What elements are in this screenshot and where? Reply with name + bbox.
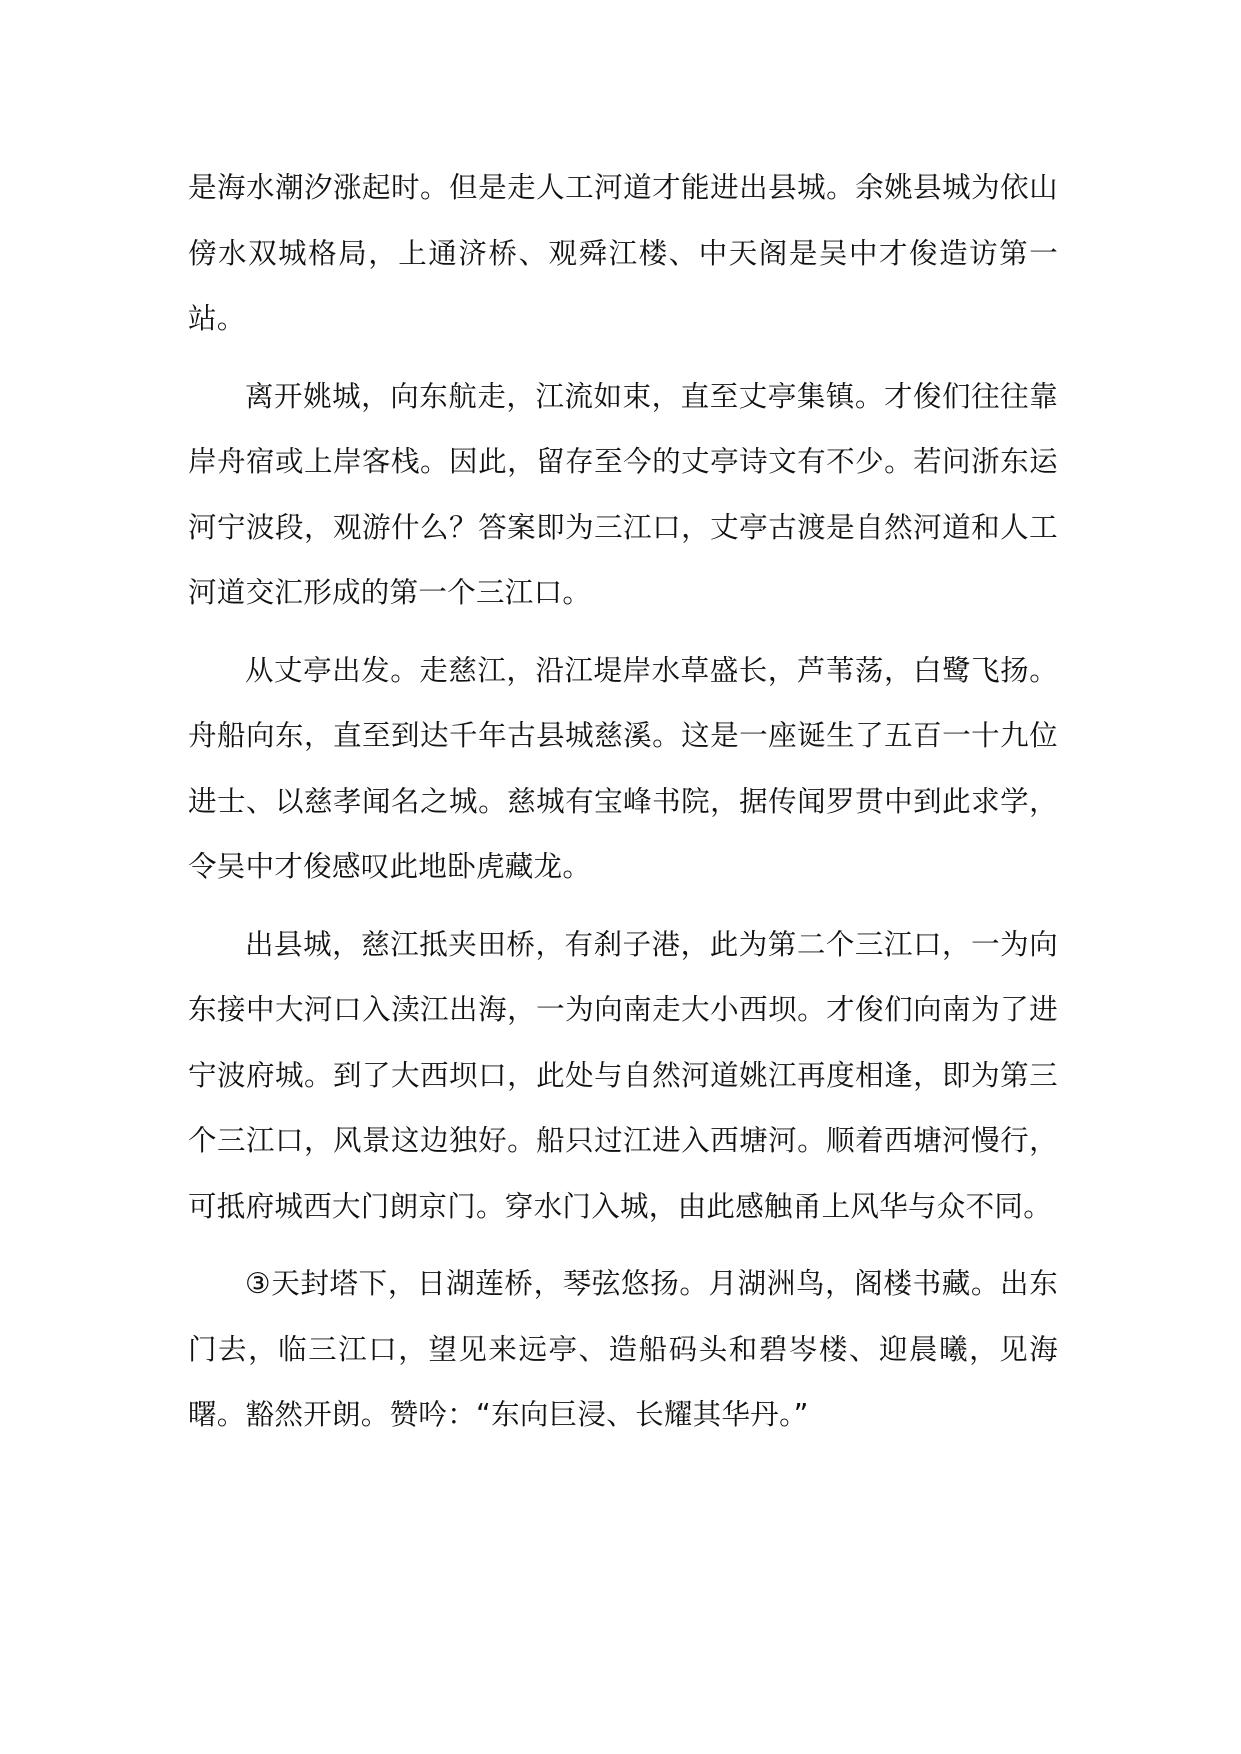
paragraph-1: 是海水潮汐涨起时。但是走人工河道才能进出县城。余姚县城为依山傍水双城格局，上通济桥、观舜江楼、中天阁是吴中才俊造访第一站。 xyxy=(188,171,1058,335)
paragraph-5: ③天封塔下，日湖莲桥，琴弦悠扬。月湖洲鸟，阁楼书藏。出东门去，临三江口，望见来远亭、造船码头和碧岑楼、迎晨曦，见海曙。豁然开朗。赞吟：“东向巨浸、长耀其华丹。” xyxy=(188,1267,1058,1431)
paragraph-4: 出县城，慈江抵夹田桥，有刹子港，此为第二个三江口，一为向东接中大河口入渎江出海，一为向南走大小西坝。才俊们向南为了进宁波府城。到了大西坝口，此处与自然河道姚江再度相逢，即为第三个三江口，风景这边独好。船只过江进入西塘河。顺着西塘河慢行，可抵府城西大门朗京门。穿水门入城，由此感触甬上风华与众不同。 xyxy=(188,927,1058,1223)
paragraph-2: 离开姚城，向东航走，江流如束，直至丈亭集镇。才俊们往往靠岸舟宿或上岸客栈。因此，留存至今的丈亭诗文有不少。若问浙东运河宁波段，观游什么？答案即为三江口，丈亭古渡是自然河道和人工河道交汇形成的第一个三江口。 xyxy=(188,379,1058,609)
document-page xyxy=(188,155,1058,1448)
paragraph-3: 从丈亭出发。走慈江，沿江堤岸水草盛长，芦苇荡，白鹭飞扬。舟船向东，直至到达千年古县城慈溪。这是一座诞生了五百一十九位进士、以慈孝闻名之城。慈城有宝峰书院，据传闻罗贯中到此求学，令吴中才俊感叹此地卧虎藏龙。 xyxy=(188,653,1058,883)
